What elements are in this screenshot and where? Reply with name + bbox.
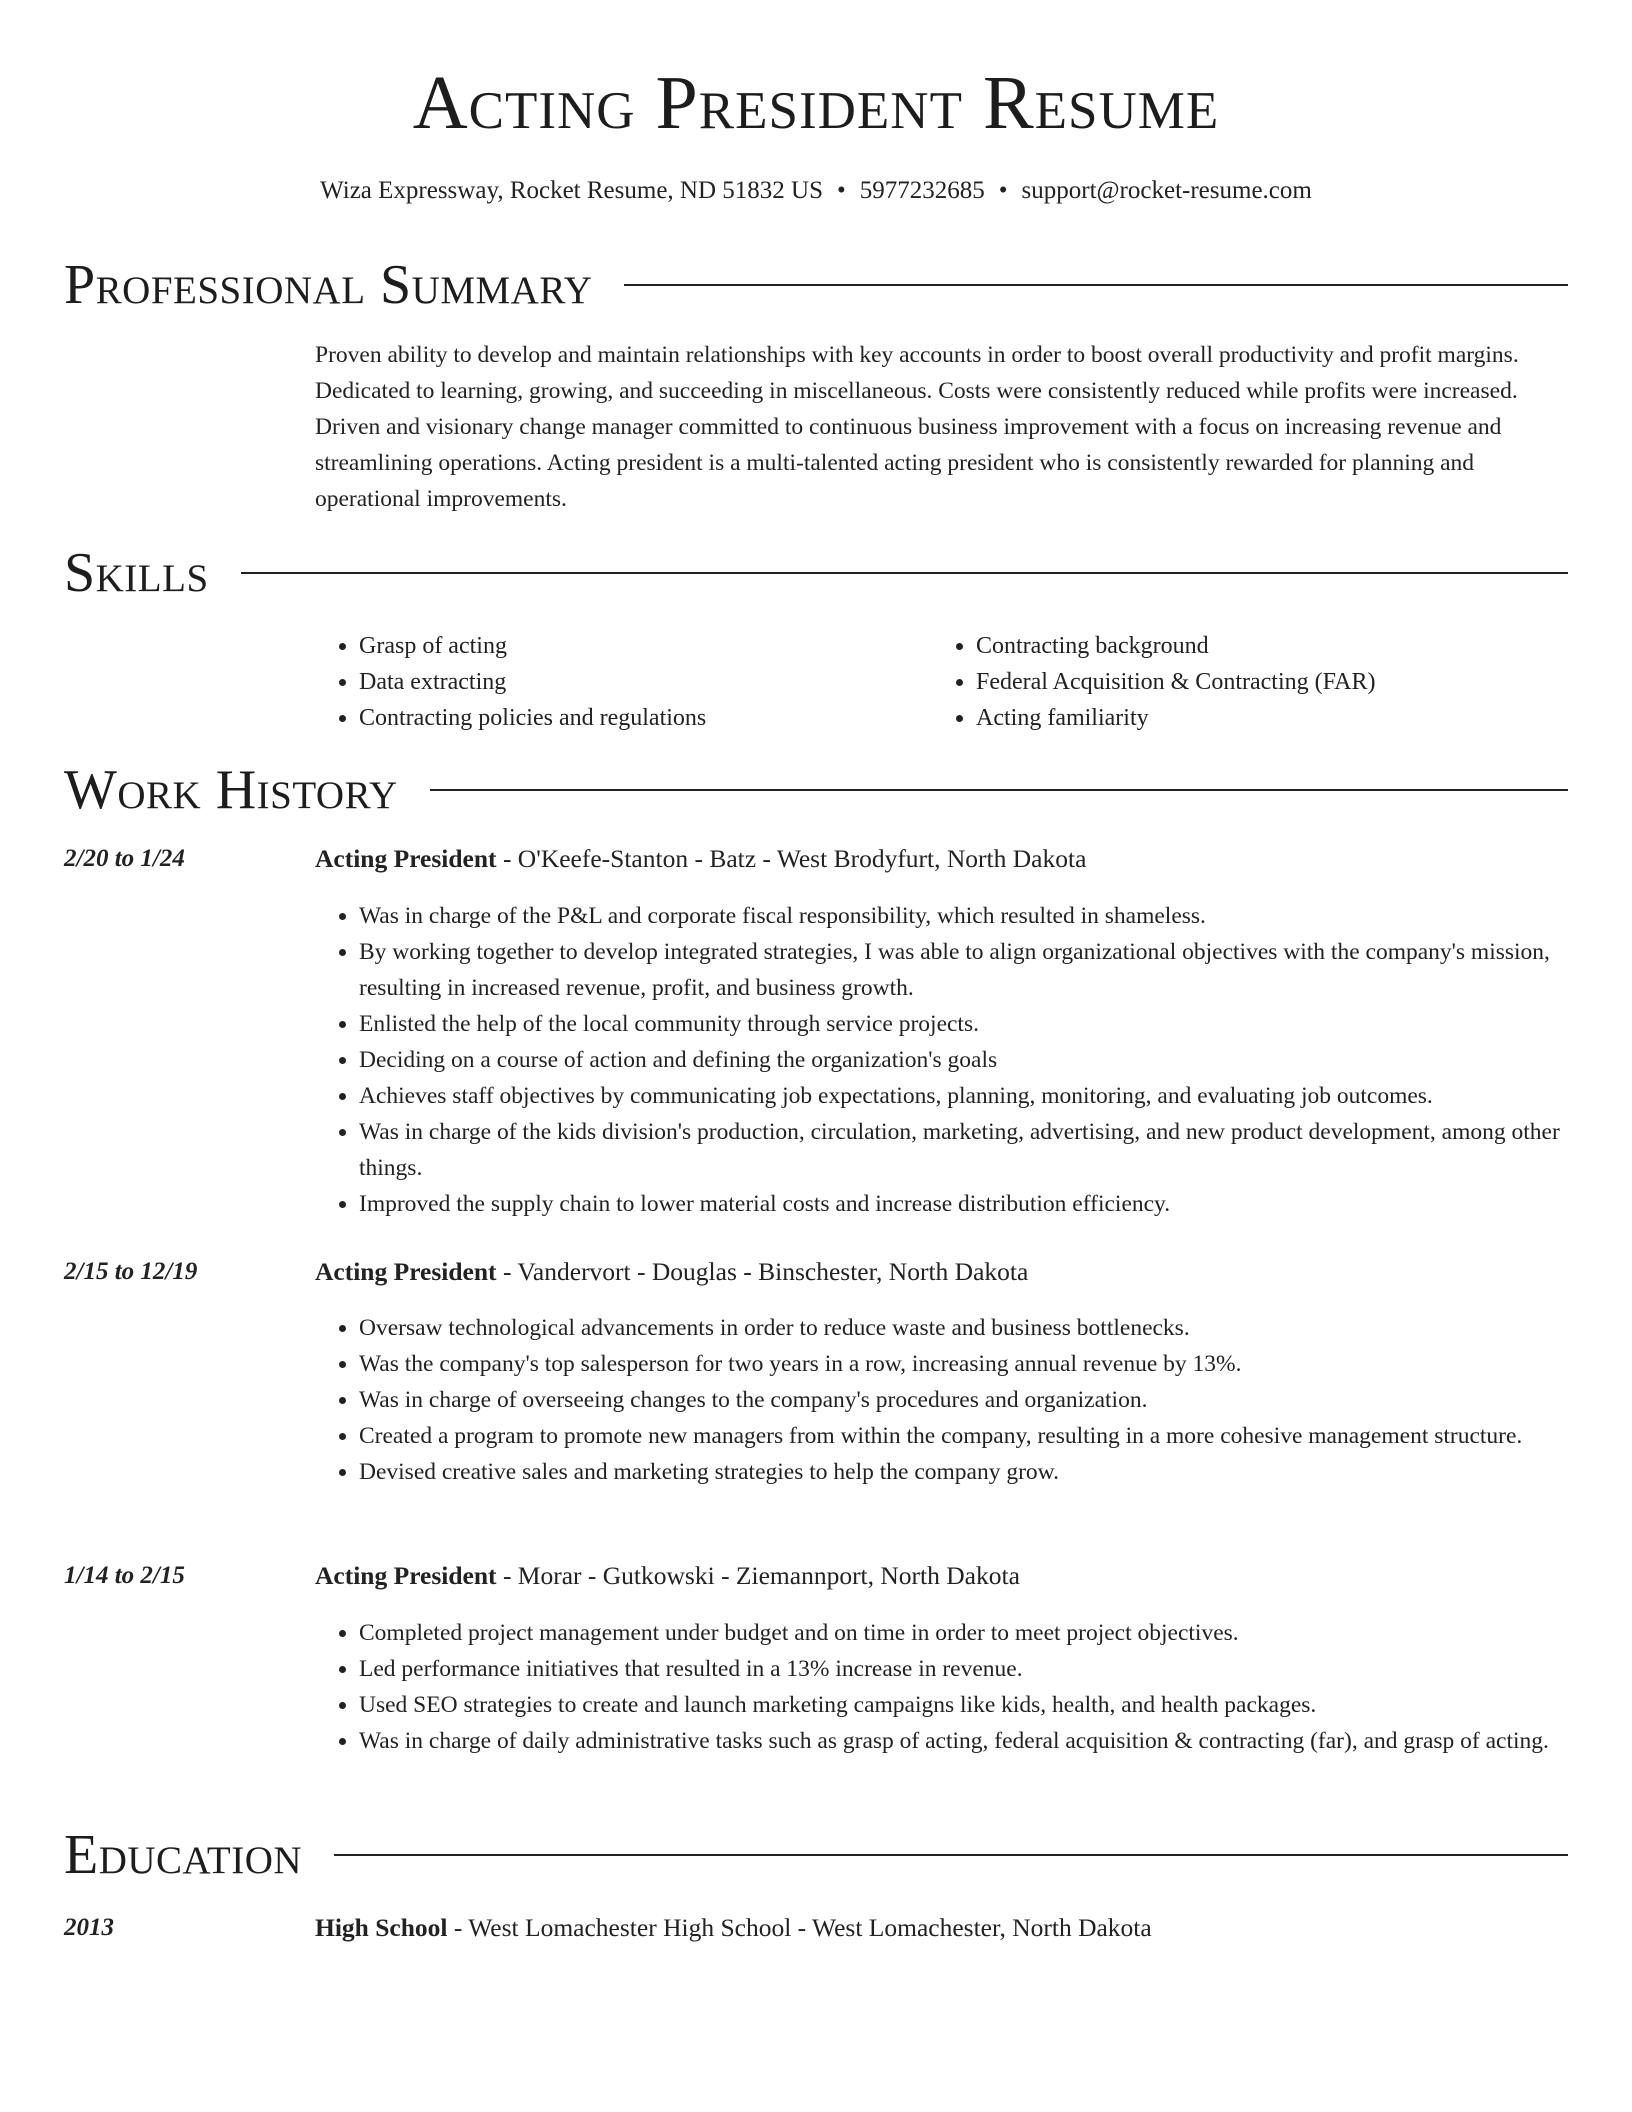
section-title-skills: Skills <box>64 542 209 604</box>
work-date: 2/20 to 1/24 <box>64 845 185 872</box>
skill-item: • Contracting background <box>976 628 1549 664</box>
skill-item: • Grasp of acting <box>359 628 932 664</box>
education-heading <box>315 1912 1152 1944</box>
skill-item: • Federal Acquisition & Contracting (FAR) <box>976 664 1549 700</box>
work-role: Acting President <box>315 844 497 873</box>
work-role: Acting President <box>315 1561 497 1590</box>
contact-phone: 5977232685 <box>859 177 985 204</box>
resume-title: Acting President Resume <box>412 61 1220 145</box>
work-heading <box>315 1560 1020 1592</box>
work-bullet: • Was in charge of the P&L and corporate fiscal responsibility, which resulted in shameless. <box>359 898 1568 934</box>
work-date: 2/15 to 12/19 <box>64 1258 198 1285</box>
work-bullets <box>315 1615 1568 1759</box>
work-bullet: • Was the company's top salesperson for two years in a row, increasing annual revenue by 13%. <box>359 1346 1568 1382</box>
skills-column-right <box>932 628 1549 736</box>
work-bullet: • Achieves staff objectives by communicating job expectations, planning, monitoring, and evaluating job outcomes. <box>359 1078 1568 1114</box>
education-date: 2013 <box>64 1914 114 1941</box>
work-bullet: • Completed project management under budget and on time in order to meet project objectives. <box>359 1615 1568 1651</box>
work-bullet: • Oversaw technological advancements in order to reduce waste and business bottlenecks. <box>359 1310 1568 1346</box>
summary-paragraph: Proven ability to develop and maintain relationships with key accounts in order to boost overall productivity and profit margins. Dedicated to learning, growing, and succeeding in miscellaneous. Costs were consistently reduced while profits were increased. Driven and visionary change manager committed to continuous business improvement with a focus on increasing revenue and streamlining operations. Acting president is a multi-talented acting president who is consistently rewarded for planning and operational improvements. <box>315 342 1519 512</box>
contact-address: Wiza Expressway, Rocket Resume, ND 51832 US <box>320 177 823 204</box>
work-bullet: • Used SEO strategies to create and launch marketing campaigns like kids, health, and health packages. <box>359 1687 1568 1723</box>
work-date: 1/14 to 2/15 <box>64 1562 185 1589</box>
contact-separator: • <box>837 177 846 204</box>
section-divider <box>241 572 1568 574</box>
skills-column-left <box>315 628 932 736</box>
skills-list <box>315 628 1570 736</box>
section-title-education: Education <box>64 1824 303 1886</box>
work-bullets <box>315 1310 1568 1490</box>
section-header-work <box>64 755 1568 825</box>
section-title-summary: Professional Summary <box>64 254 593 316</box>
section-divider <box>624 284 1568 286</box>
work-bullets <box>315 898 1568 1222</box>
contact-separator: • <box>998 177 1008 204</box>
skill-item: • Acting familiarity <box>976 700 1549 736</box>
skill-item: • Data extracting <box>359 664 932 700</box>
work-heading <box>315 843 1086 875</box>
work-organization: - Morar - Gutkowski - Ziemannport, North Dakota <box>496 1561 1020 1590</box>
work-bullet: • Was in charge of daily administrative tasks such as grasp of acting, federal acquisition & contracting (far), and grasp of acting. <box>359 1723 1568 1759</box>
section-divider <box>334 1854 1568 1856</box>
work-heading <box>315 1256 1028 1288</box>
work-bullet: • Devised creative sales and marketing strategies to help the company grow. <box>359 1454 1568 1490</box>
work-bullet: • Enlisted the help of the local community through service projects. <box>359 1006 1568 1042</box>
education-degree: High School <box>315 1913 448 1942</box>
skill-item: • Contracting policies and regulations <box>359 700 932 736</box>
section-header-education <box>64 1820 1568 1890</box>
work-bullet: • By working together to develop integrated strategies, I was able to align organizational objectives with the company's mission, resulting in increased revenue, profit, and business growth. <box>359 934 1568 1006</box>
work-bullet: • Was in charge of overseeing changes to the company's procedures and organization. <box>359 1382 1568 1418</box>
work-bullet: • Was in charge of the kids division's production, circulation, marketing, advertising, and new product development, among other things. <box>359 1114 1568 1186</box>
work-bullet: • Led performance initiatives that resulted in a 13% increase in revenue. <box>359 1651 1568 1687</box>
work-bullet: • Deciding on a course of action and defining the organization's goals <box>359 1042 1568 1078</box>
contact-line <box>0 175 1632 207</box>
work-organization: - Vandervort - Douglas - Binschester, North Dakota <box>496 1257 1029 1286</box>
work-bullet: • Created a program to promote new managers from within the company, resulting in a more cohesive management structure. <box>359 1418 1568 1454</box>
contact-email: support@rocket-resume.com <box>1021 177 1312 204</box>
section-divider <box>430 789 1568 791</box>
work-bullet: • Improved the supply chain to lower material costs and increase distribution efficiency. <box>359 1186 1568 1222</box>
section-header-skills <box>64 538 1568 608</box>
work-organization: - O'Keefe-Stanton - Batz - West Brodyfurt, North Dakota <box>496 844 1087 873</box>
section-title-work: Work History <box>64 759 398 821</box>
work-role: Acting President <box>315 1257 497 1286</box>
education-school: - West Lomachester High School - West Lomachester, North Dakota <box>447 1913 1152 1942</box>
section-header-summary <box>64 250 1568 320</box>
